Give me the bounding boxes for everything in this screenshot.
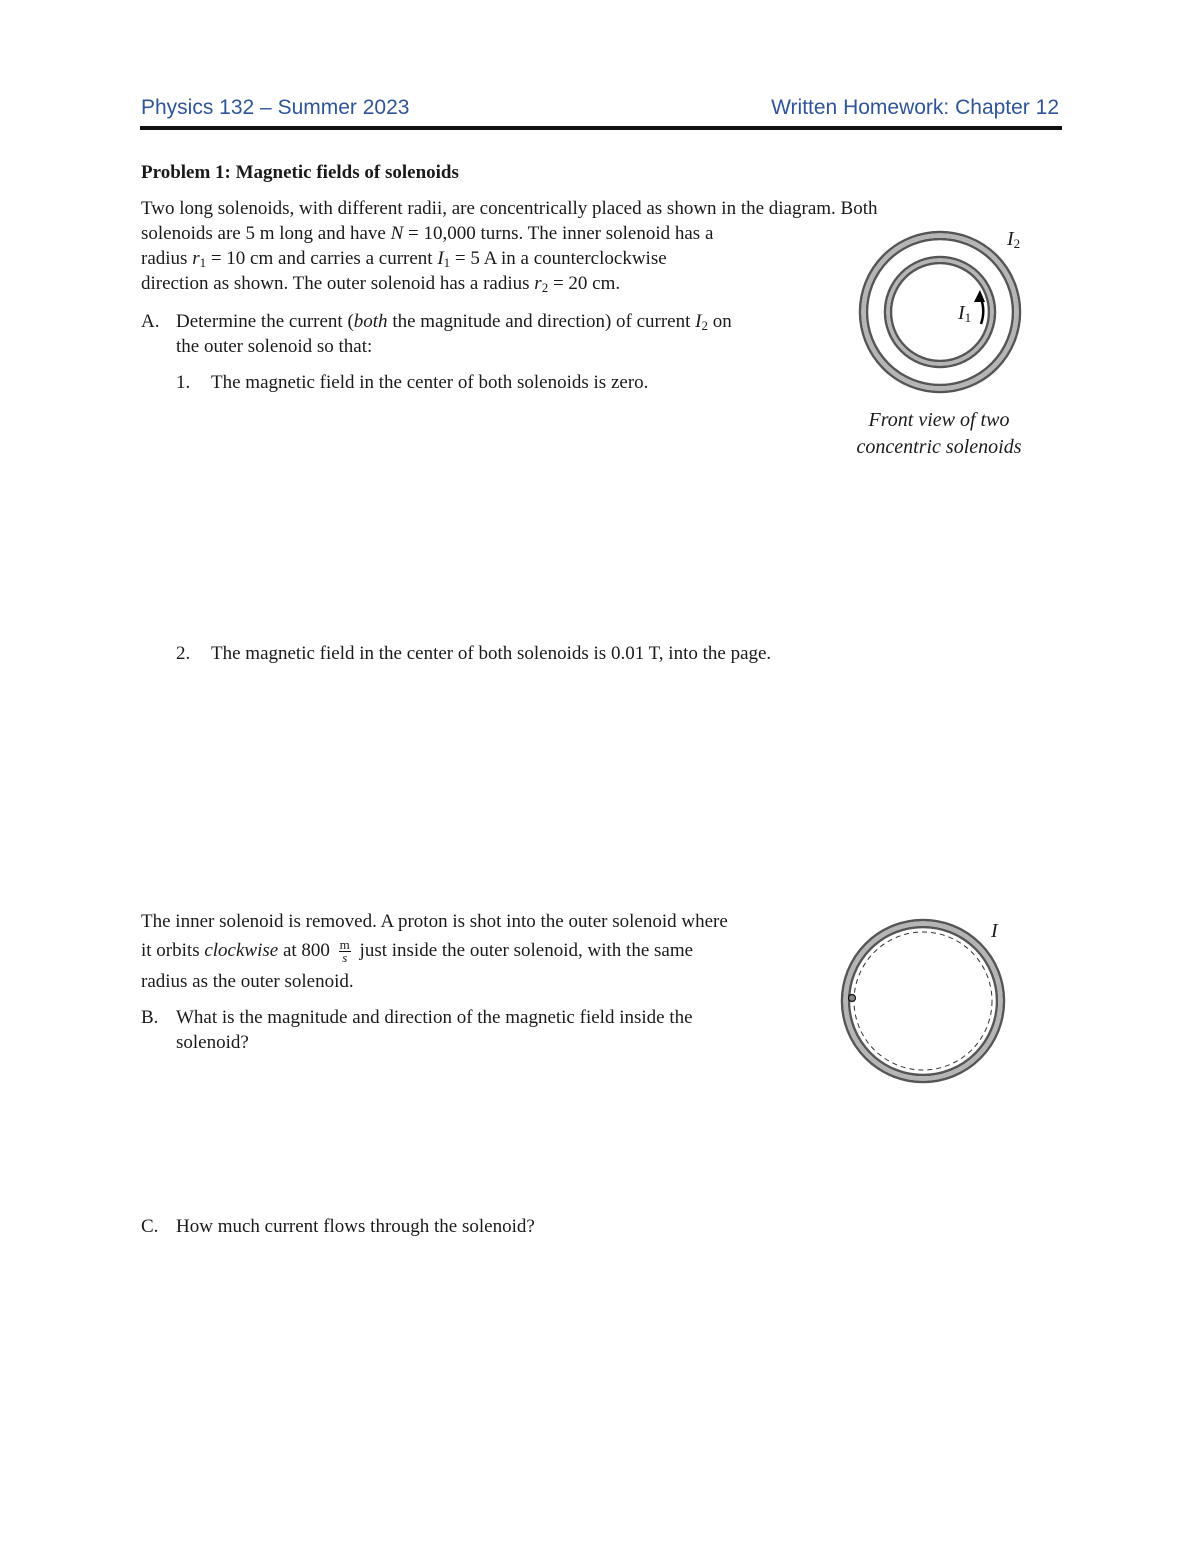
intro-line-2: solenoids are 5 m long and have N = 10,000 turns. The inner solenoid has a <box>141 223 714 244</box>
part-b-line-2: solenoid? <box>176 1032 249 1053</box>
problem-title: Problem 1: Magnetic fields of solenoids <box>141 162 459 183</box>
proton-line-2: it orbits clockwise at 800 $\frac{m}{s}$ just inside the outer solenoid, with the same <box>141 937 694 966</box>
proton-line-1: The inner solenoid is removed. A proton is shot into the outer solenoid where <box>141 911 728 932</box>
part-a-sub2-text: The magnetic field in the center of both solenoids is 0.01 T, into the page. <box>211 643 772 664</box>
part-a-sub1-text: The magnetic field in the center of both solenoids is zero. <box>211 372 649 393</box>
part-a-marker: A. <box>141 311 160 332</box>
part-a-sub2-marker: 2. <box>176 643 191 664</box>
intro-line-3: radius $r_1 = 10$ cm and carries a current $I_1 = 5$ A in a counterclockwise <box>141 248 667 270</box>
solenoid-ring-inner <box>849 927 997 1075</box>
part-a-line-2: the outer solenoid so that: <box>176 336 373 357</box>
proton-line-3: radius as the outer solenoid. <box>141 971 354 992</box>
part-b-marker: B. <box>141 1007 159 1028</box>
solenoid-fill <box>846 924 1001 1079</box>
inner-solenoid-ring-outer <box>885 257 995 367</box>
solenoid-proton-diagram <box>834 912 1014 1092</box>
unit-fraction: $\frac{m}{s}$ <box>339 937 350 966</box>
inner-solenoid-fill <box>888 260 992 364</box>
assignment-title: Written Homework: Chapter 12 <box>771 96 1059 119</box>
label-I2: $I_2$ <box>1007 228 1021 251</box>
part-b-line-1: What is the magnitude and direction of the magnetic field inside the <box>176 1007 693 1028</box>
inner-solenoid-ring-inner <box>891 263 989 361</box>
proton-orbit-path <box>854 932 992 1070</box>
proton-dot <box>849 995 856 1002</box>
part-c-marker: C. <box>141 1216 159 1237</box>
label-I1: $I_1$ <box>958 302 972 325</box>
header-rule <box>140 126 1062 130</box>
intro-line-1: Two long solenoids, with different radii, are concentrically placed as shown in the diagram. Both <box>141 198 878 219</box>
part-a-sub1-marker: 1. <box>176 372 191 393</box>
solenoid-ring-outer <box>842 920 1004 1082</box>
figure-1-caption: Front view of two concentric solenoids <box>856 409 1022 458</box>
intro-line-4: direction as shown. The outer solenoid has a radius $r_2 = 20$ cm. <box>141 273 621 295</box>
label-I: I <box>991 920 998 942</box>
part-a-line-1: Determine the current (both the magnitude and direction) of current $I_2$ on <box>176 311 732 333</box>
part-c-text: How much current flows through the solenoid? <box>176 1216 535 1237</box>
course-title: Physics 132 – Summer 2023 <box>141 96 410 119</box>
